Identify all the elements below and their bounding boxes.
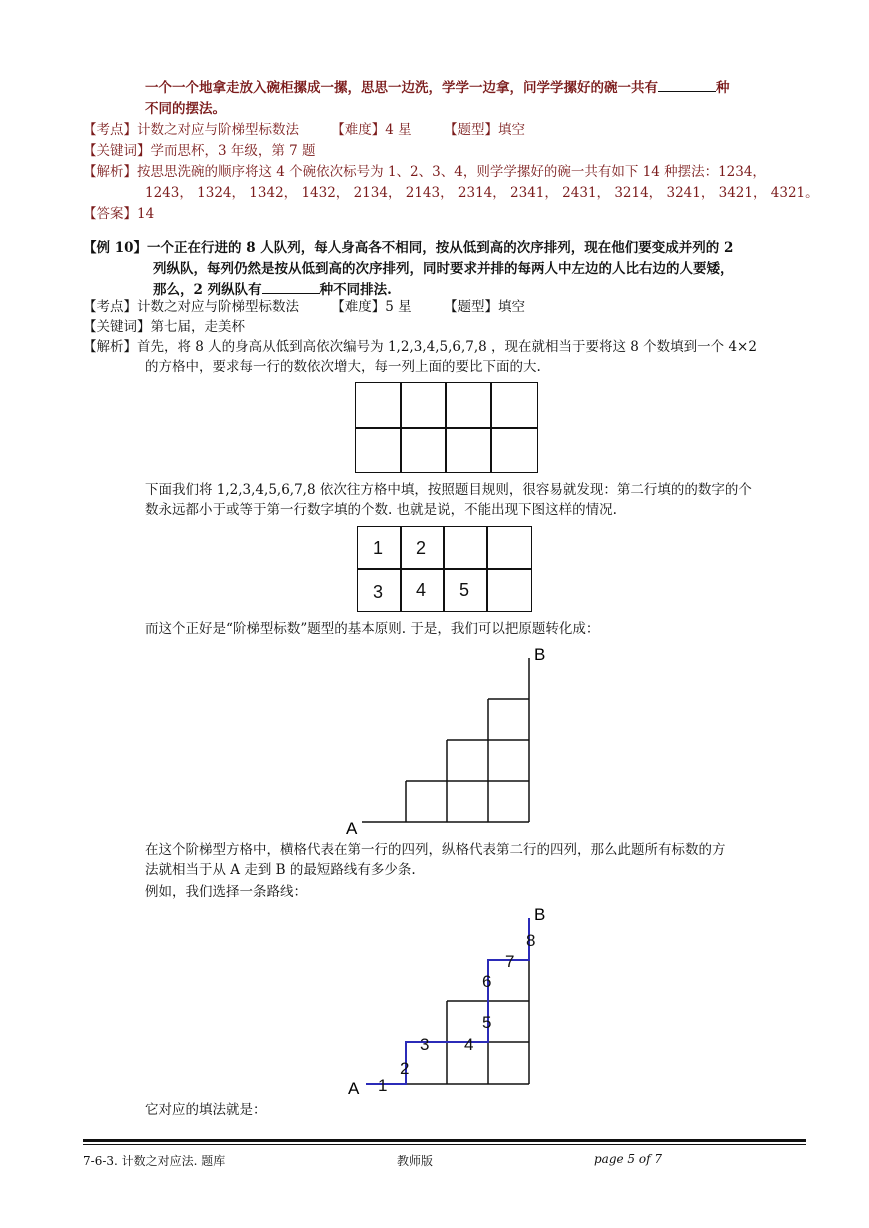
grid-cell <box>400 427 447 473</box>
ex10-keyword-row: 【关键词】第七届，走美杯 <box>83 319 245 335</box>
footer-center: 教师版 <box>397 1154 434 1168</box>
prev-question-line1: 一个一个地拿走放入碗柜摞成一摞，思思一边洗，学学一边拿，问学学摞好的碗一共有 种 <box>145 80 730 96</box>
point-b-label: B <box>534 905 546 924</box>
ex10-kaodian-row: 【考点】计数之对应与阶梯型标数法 【难度】5 星 【题型】填空 <box>83 299 525 315</box>
prev-keyword-row: 【关键词】学而思杯，3 年级，第 7 题 <box>83 143 316 159</box>
grid-cell <box>490 382 538 429</box>
route-number: 6 <box>482 972 492 991</box>
ex10-para-9: 它对应的填法就是： <box>145 1102 267 1118</box>
invalid-fill-grid <box>357 526 532 612</box>
example10-q-line1: 【例 10】一个正在行进的 8 人队列，每人身高各不相同，按从低到高的次序排列，现在他们要变成并列的 2 <box>83 240 734 256</box>
route-number: 8 <box>526 931 536 950</box>
grid-cell <box>445 382 492 429</box>
grid-number: 2 <box>416 538 427 558</box>
route-number: 1 <box>378 1076 388 1095</box>
ex10-para-3: 下面我们将 1,2,3,4,5,6,7,8 依次往方格中填，按照题目规则，很容易就发现：第二行填的的数字的个 <box>145 482 752 498</box>
point-a-label: A <box>346 819 358 838</box>
grid-cell <box>486 526 532 570</box>
footer-left: 7-6-3. 计数之对应法. 题库 <box>83 1154 226 1168</box>
grid-cell <box>490 427 538 473</box>
ex10-para-7: 法就相当于从 A 走到 B 的最短路线有多少条. <box>145 862 416 878</box>
ex10-para-5: 而这个正好是“阶梯型标数”题型的基本原则. 于是，我们可以把原题转化成： <box>145 621 600 637</box>
route-number: 4 <box>464 1035 474 1054</box>
route-number: 5 <box>482 1013 492 1032</box>
grid-number: 4 <box>416 580 427 600</box>
grid-cell <box>445 427 492 473</box>
example10-q-line3: 那么，2 列纵队有 种不同排法. <box>153 282 392 298</box>
ex10-para-2: 的方格中，要求每一行的数依次增大，每一列上面的要比下面的大. <box>145 359 541 375</box>
staircase-diagram <box>340 640 570 840</box>
ex10-jiexi-row: 【解析】首先，将 8 人的身高从低到高依次编号为 1,2,3,4,5,6,7,8 ，现在就相当于要将这 8 个数填到一个 4×2 <box>83 339 757 355</box>
route-diagram <box>340 900 570 1100</box>
ex10-para-6: 在这个阶梯型方格中，横格代表在第一行的四列，纵格代表第二行的四列，那么此题所有标数的方 <box>145 842 726 858</box>
prev-jiexi-row2: 1243， 1324， 1342， 1432， 2134， 2143， 2314， 2341， 2431， 3214， 3241， 3421， 4321。 <box>145 185 819 201</box>
prev-kaodian-row: 【考点】计数之对应与阶梯型标数法 【难度】4 星 【题型】填空 <box>83 122 525 138</box>
empty-grid <box>355 382 538 473</box>
prev-answer-row: 【答案】14 <box>83 206 155 222</box>
answer-blank <box>262 292 320 294</box>
ex10-para-4: 数永远都小于或等于第一行数字填的个数. 也就是说，不能出现下图这样的情况. <box>145 502 617 518</box>
grid-number: 5 <box>459 580 470 600</box>
grid-cell <box>400 382 447 429</box>
route-number: 7 <box>505 952 515 971</box>
example10-q-line2: 列纵队，每列仍然是按从低到高的次序排列，同时要求并排的每两人中左边的人比右边的人要矮， <box>153 261 734 277</box>
ex10-para-8: 例如，我们选择一条路线： <box>145 884 307 900</box>
footer-rule-thick <box>83 1139 806 1142</box>
route-number: 2 <box>400 1059 410 1078</box>
footer-rule-thin <box>83 1144 806 1145</box>
grid-number: 3 <box>373 582 384 602</box>
answer-blank <box>658 90 716 92</box>
point-a-label: A <box>348 1079 360 1098</box>
grid-number: 1 <box>373 538 384 558</box>
grid-cell <box>443 526 488 570</box>
prev-question-line2: 不同的摆法。 <box>145 101 226 117</box>
point-b-label: B <box>534 645 546 664</box>
grid-cell <box>486 568 532 612</box>
grid-cell <box>355 427 402 473</box>
prev-jiexi-row: 【解析】按思思洗碗的顺序将这 4 个碗依次标号为 1、2、3、4，则学学摞好的碗一共有如下 14 种摆法：1234， <box>83 164 766 180</box>
route-number: 3 <box>420 1035 430 1054</box>
page-number: page 5 of 7 <box>594 1152 662 1166</box>
grid-cell <box>355 382 402 429</box>
